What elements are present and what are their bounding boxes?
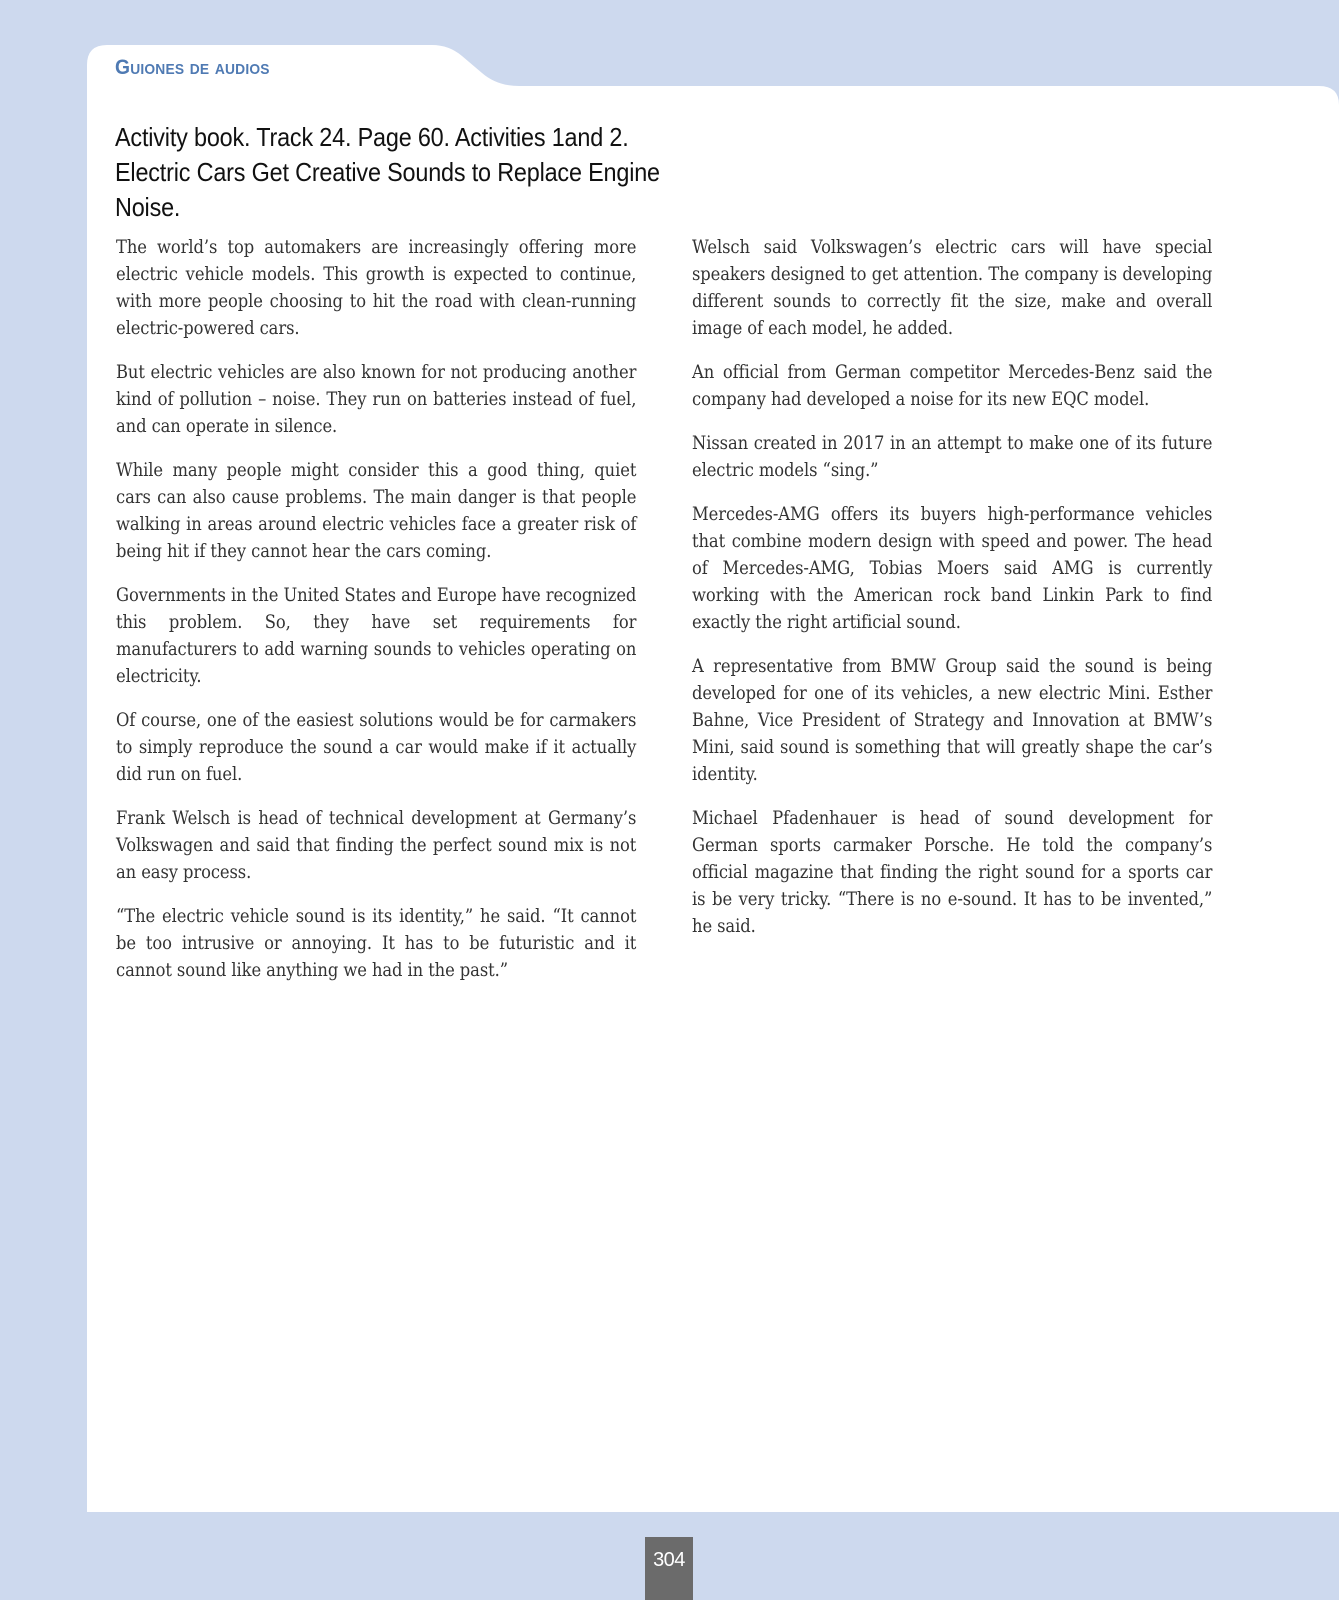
left-text-column <box>116 234 636 1001</box>
paragraph: Michael Pfadenhauer is head of sound development for German sports carmaker Porsche. He told the company’s official magazine that finding the right sound for a sports car is be very tricky. “There is no e-sound. It has to be invented,” he said. <box>692 807 1213 937</box>
paragraph: Frank Welsch is head of technical development at Germany’s Volkswagen and said that finding the perfect sound mix is not an easy process. <box>116 807 637 883</box>
paragraph: The world’s top automakers are increasingly offering more electric vehicle models. This growth is expected to continue, with more people choosing to hit the road with clean-running electric-powered cars. <box>116 236 637 339</box>
right-text-column <box>692 234 1212 957</box>
paragraph: While many people might consider this a good thing, quiet cars can also cause problems. The main danger is that people walking in areas around electric vehicles face a greater risk of being hit if they cannot hear the cars coming. <box>116 459 637 562</box>
paragraph: Nissan created in 2017 in an attempt to make one of its future electric models “sing.” <box>692 432 1213 481</box>
page-tab-outline <box>87 45 1339 105</box>
paragraph: “The electric vehicle sound is its identity,” he said. “It cannot be too intrusive or annoying. It has to be futuristic and it cannot sound like anything we had in the past.” <box>116 905 637 981</box>
paragraph: Governments in the United States and Europe have recognized this problem. So, they have set requirements for manufacturers to add warning sounds to vehicles operating on electricity. <box>116 584 637 687</box>
paragraph: Welsch said Volkswagen’s electric cars will have special speakers designed to get attention. The company is developing different sounds to correctly fit the size, make and overall image of each model, he added. <box>692 236 1213 339</box>
paragraph: A representative from BMW Group said the sound is being developed for one of its vehicles, a new electric Mini. Esther Bahne, Vice President of Strategy and Innovation at BMW’s Mini, said sound is something that will greatly shape the car’s identity. <box>692 655 1213 785</box>
paragraph: Mercedes-AMG offers its buyers high-performance vehicles that combine modern design with speed and power. The head of Mercedes-AMG, Tobias Moers said AMG is currently working with the American rock band Linkin Park to find exactly the right artificial sound. <box>692 503 1213 633</box>
paragraph: An official from German competitor Mercedes-Benz said the company had developed a noise for its new EQC model. <box>692 361 1213 410</box>
paragraph: But electric vehicles are also known for not producing another kind of pollution – noise. They run on batteries instead of fuel, and can operate in silence. <box>116 361 637 437</box>
paragraph: Of course, one of the easiest solutions would be for carmakers to simply reproduce the sound a car would make if it actually did run on fuel. <box>116 709 637 785</box>
document-title: Activity book. Track 24. Page 60. Activities 1and 2. Electric Cars Get Creative Sounds to Replace Engine Noise. <box>115 122 660 222</box>
page-number: 304 <box>645 1537 693 1600</box>
section-label: Guiones de audios <box>115 56 270 79</box>
